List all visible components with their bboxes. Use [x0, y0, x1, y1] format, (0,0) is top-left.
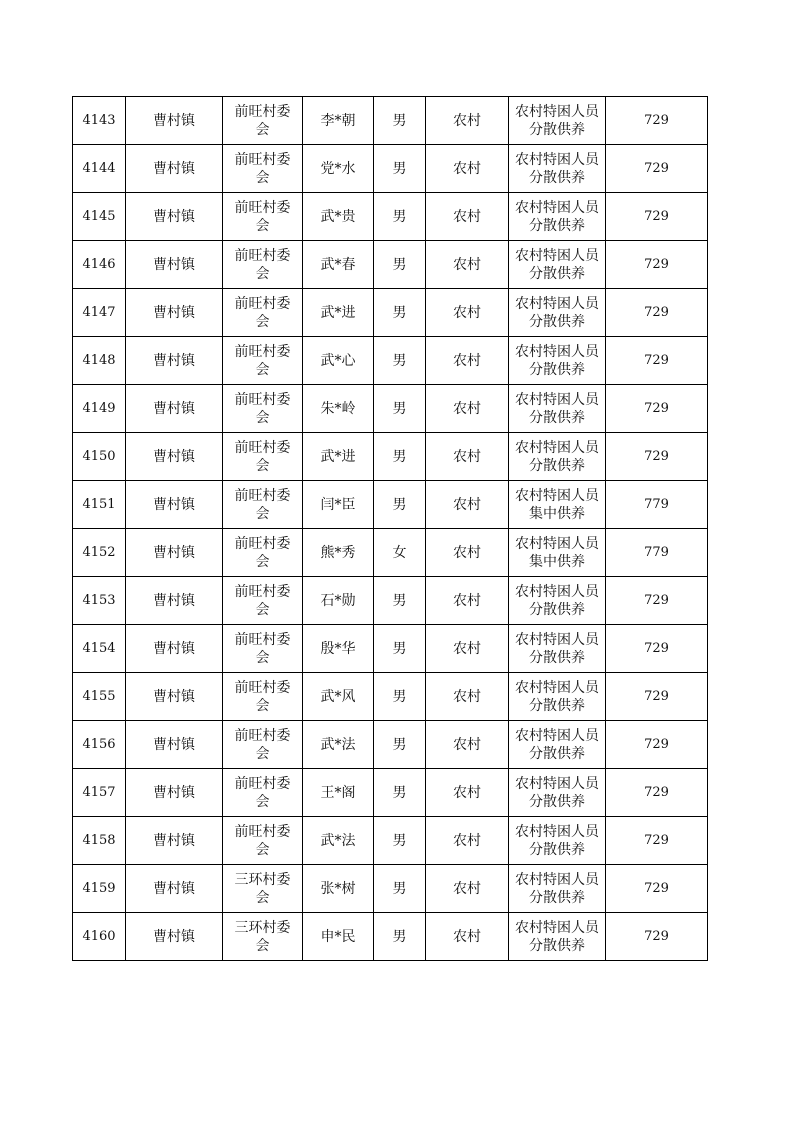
relief-roster-table [72, 96, 708, 961]
support-type-cell: 农村特困人员 分散供养 [509, 337, 606, 385]
support-type-cell: 农村特困人员 分散供养 [509, 577, 606, 625]
record-number-cell: 4145 [73, 193, 126, 241]
support-type-cell: 农村特困人员 分散供养 [509, 97, 606, 145]
area-cell: 农村 [426, 817, 509, 865]
gender-cell: 男 [374, 913, 426, 961]
record-number-cell: 4147 [73, 289, 126, 337]
area-cell: 农村 [426, 241, 509, 289]
support-type-cell: 农村特困人员 分散供养 [509, 721, 606, 769]
table-row [73, 625, 708, 673]
village-committee-cell: 前旺村委 会 [223, 289, 303, 337]
person-name-cell: 武*法 [303, 721, 374, 769]
amount-cell: 729 [606, 577, 708, 625]
person-name-cell: 王*阁 [303, 769, 374, 817]
amount-cell: 729 [606, 721, 708, 769]
amount-cell: 729 [606, 769, 708, 817]
gender-cell: 男 [374, 577, 426, 625]
gender-cell: 男 [374, 865, 426, 913]
person-name-cell: 武*心 [303, 337, 374, 385]
support-type-cell: 农村特困人员 集中供养 [509, 481, 606, 529]
table-row [73, 481, 708, 529]
village-committee-cell: 前旺村委 会 [223, 529, 303, 577]
record-number-cell: 4155 [73, 673, 126, 721]
town-cell: 曹村镇 [126, 721, 223, 769]
support-type-cell: 农村特困人员 分散供养 [509, 145, 606, 193]
village-committee-cell: 前旺村委 会 [223, 721, 303, 769]
village-committee-cell: 前旺村委 会 [223, 145, 303, 193]
person-name-cell: 朱*岭 [303, 385, 374, 433]
table-row [73, 433, 708, 481]
table-row [73, 145, 708, 193]
support-type-cell: 农村特困人员 集中供养 [509, 529, 606, 577]
support-type-cell: 农村特困人员 分散供养 [509, 289, 606, 337]
support-type-cell: 农村特困人员 分散供养 [509, 385, 606, 433]
village-committee-cell: 前旺村委 会 [223, 337, 303, 385]
village-committee-cell: 前旺村委 会 [223, 193, 303, 241]
amount-cell: 729 [606, 433, 708, 481]
village-committee-cell: 前旺村委 会 [223, 817, 303, 865]
town-cell: 曹村镇 [126, 865, 223, 913]
record-number-cell: 4143 [73, 97, 126, 145]
person-name-cell: 武*春 [303, 241, 374, 289]
area-cell: 农村 [426, 577, 509, 625]
town-cell: 曹村镇 [126, 337, 223, 385]
support-type-cell: 农村特困人员 分散供养 [509, 913, 606, 961]
gender-cell: 男 [374, 481, 426, 529]
table-row [73, 577, 708, 625]
record-number-cell: 4150 [73, 433, 126, 481]
table-row [73, 673, 708, 721]
table-row [73, 769, 708, 817]
town-cell: 曹村镇 [126, 577, 223, 625]
area-cell: 农村 [426, 865, 509, 913]
town-cell: 曹村镇 [126, 433, 223, 481]
town-cell: 曹村镇 [126, 481, 223, 529]
person-name-cell: 闫*臣 [303, 481, 374, 529]
support-type-cell: 农村特困人员 分散供养 [509, 673, 606, 721]
person-name-cell: 武*贵 [303, 193, 374, 241]
person-name-cell: 申*民 [303, 913, 374, 961]
town-cell: 曹村镇 [126, 241, 223, 289]
table-row [73, 193, 708, 241]
record-number-cell: 4144 [73, 145, 126, 193]
record-number-cell: 4156 [73, 721, 126, 769]
town-cell: 曹村镇 [126, 193, 223, 241]
record-number-cell: 4151 [73, 481, 126, 529]
person-name-cell: 武*法 [303, 817, 374, 865]
gender-cell: 男 [374, 241, 426, 289]
gender-cell: 男 [374, 721, 426, 769]
support-type-cell: 农村特困人员 分散供养 [509, 241, 606, 289]
area-cell: 农村 [426, 385, 509, 433]
village-committee-cell: 前旺村委 会 [223, 241, 303, 289]
support-type-cell: 农村特困人员 分散供养 [509, 433, 606, 481]
village-committee-cell: 前旺村委 会 [223, 481, 303, 529]
table-row [73, 721, 708, 769]
gender-cell: 男 [374, 337, 426, 385]
town-cell: 曹村镇 [126, 769, 223, 817]
area-cell: 农村 [426, 145, 509, 193]
amount-cell: 729 [606, 97, 708, 145]
gender-cell: 男 [374, 625, 426, 673]
town-cell: 曹村镇 [126, 817, 223, 865]
table-row [73, 913, 708, 961]
person-name-cell: 武*进 [303, 289, 374, 337]
record-number-cell: 4158 [73, 817, 126, 865]
support-type-cell: 农村特困人员 分散供养 [509, 625, 606, 673]
village-committee-cell: 前旺村委 会 [223, 625, 303, 673]
town-cell: 曹村镇 [126, 289, 223, 337]
person-name-cell: 熊*秀 [303, 529, 374, 577]
record-number-cell: 4146 [73, 241, 126, 289]
gender-cell: 男 [374, 145, 426, 193]
gender-cell: 男 [374, 289, 426, 337]
area-cell: 农村 [426, 433, 509, 481]
village-committee-cell: 前旺村委 会 [223, 673, 303, 721]
town-cell: 曹村镇 [126, 913, 223, 961]
amount-cell: 729 [606, 193, 708, 241]
amount-cell: 729 [606, 289, 708, 337]
table-row [73, 337, 708, 385]
table-row [73, 817, 708, 865]
area-cell: 农村 [426, 337, 509, 385]
area-cell: 农村 [426, 673, 509, 721]
record-number-cell: 4159 [73, 865, 126, 913]
record-number-cell: 4153 [73, 577, 126, 625]
town-cell: 曹村镇 [126, 625, 223, 673]
gender-cell: 男 [374, 817, 426, 865]
record-number-cell: 4157 [73, 769, 126, 817]
village-committee-cell: 三环村委 会 [223, 865, 303, 913]
area-cell: 农村 [426, 193, 509, 241]
area-cell: 农村 [426, 721, 509, 769]
person-name-cell: 张*树 [303, 865, 374, 913]
amount-cell: 729 [606, 625, 708, 673]
area-cell: 农村 [426, 769, 509, 817]
amount-cell: 729 [606, 673, 708, 721]
gender-cell: 男 [374, 97, 426, 145]
town-cell: 曹村镇 [126, 97, 223, 145]
town-cell: 曹村镇 [126, 385, 223, 433]
village-committee-cell: 前旺村委 会 [223, 769, 303, 817]
area-cell: 农村 [426, 289, 509, 337]
support-type-cell: 农村特困人员 分散供养 [509, 865, 606, 913]
record-number-cell: 4148 [73, 337, 126, 385]
table-row [73, 289, 708, 337]
amount-cell: 729 [606, 145, 708, 193]
gender-cell: 男 [374, 769, 426, 817]
area-cell: 农村 [426, 913, 509, 961]
area-cell: 农村 [426, 97, 509, 145]
amount-cell: 779 [606, 481, 708, 529]
support-type-cell: 农村特困人员 分散供养 [509, 193, 606, 241]
village-committee-cell: 前旺村委 会 [223, 385, 303, 433]
gender-cell: 男 [374, 385, 426, 433]
table-row [73, 97, 708, 145]
record-number-cell: 4149 [73, 385, 126, 433]
village-committee-cell: 前旺村委 会 [223, 577, 303, 625]
support-type-cell: 农村特困人员 分散供养 [509, 817, 606, 865]
table-row [73, 385, 708, 433]
gender-cell: 男 [374, 193, 426, 241]
record-number-cell: 4160 [73, 913, 126, 961]
person-name-cell: 殷*华 [303, 625, 374, 673]
village-committee-cell: 前旺村委 会 [223, 433, 303, 481]
town-cell: 曹村镇 [126, 529, 223, 577]
gender-cell: 男 [374, 673, 426, 721]
amount-cell: 729 [606, 241, 708, 289]
record-number-cell: 4152 [73, 529, 126, 577]
amount-cell: 729 [606, 337, 708, 385]
village-committee-cell: 前旺村委 会 [223, 97, 303, 145]
village-committee-cell: 三环村委 会 [223, 913, 303, 961]
person-name-cell: 李*朝 [303, 97, 374, 145]
gender-cell: 女 [374, 529, 426, 577]
amount-cell: 729 [606, 385, 708, 433]
town-cell: 曹村镇 [126, 145, 223, 193]
amount-cell: 779 [606, 529, 708, 577]
amount-cell: 729 [606, 865, 708, 913]
gender-cell: 男 [374, 433, 426, 481]
area-cell: 农村 [426, 529, 509, 577]
person-name-cell: 党*水 [303, 145, 374, 193]
area-cell: 农村 [426, 481, 509, 529]
person-name-cell: 武*进 [303, 433, 374, 481]
amount-cell: 729 [606, 817, 708, 865]
table-row [73, 529, 708, 577]
table-row [73, 865, 708, 913]
area-cell: 农村 [426, 625, 509, 673]
town-cell: 曹村镇 [126, 673, 223, 721]
record-number-cell: 4154 [73, 625, 126, 673]
amount-cell: 729 [606, 913, 708, 961]
person-name-cell: 石*勋 [303, 577, 374, 625]
support-type-cell: 农村特困人员 分散供养 [509, 769, 606, 817]
person-name-cell: 武*风 [303, 673, 374, 721]
table-row [73, 241, 708, 289]
